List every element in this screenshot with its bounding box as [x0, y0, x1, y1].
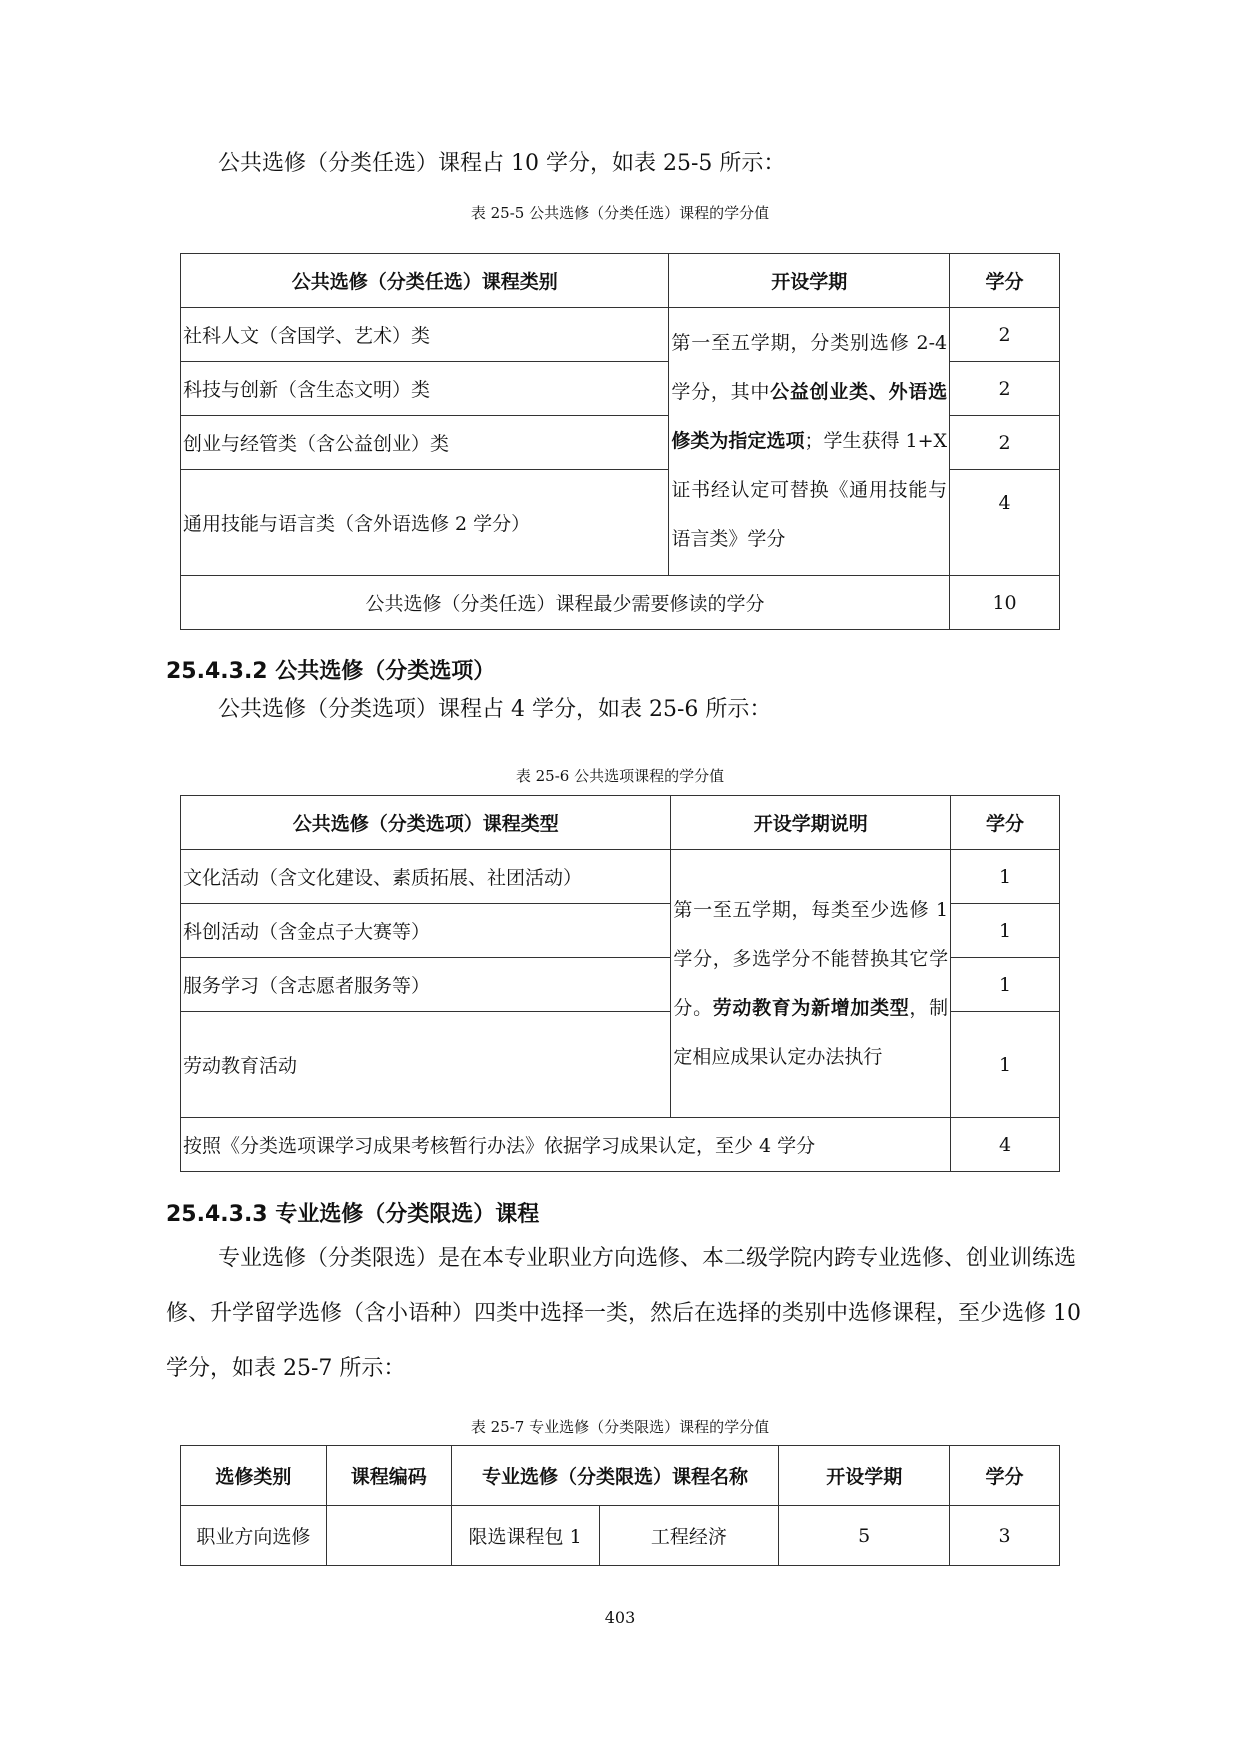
table-cell-semester-description: [669, 308, 950, 576]
intro-paragraph-1: 公共选修（分类任选）课程占 10 学分，如表 25-5 所示：: [218, 151, 786, 176]
table-cell-category: 社科人文（含国学、艺术）类: [181, 308, 669, 362]
table-25-6: [180, 795, 1060, 1172]
table-cell-code: [326, 1506, 451, 1566]
table-header: 公共选修（分类选项）课程类型: [181, 796, 671, 850]
table-cell-category: 创业与经管类（含公益创业）类: [181, 416, 669, 470]
table-header: 学分: [951, 796, 1060, 850]
table-cell-type: 职业方向选修: [181, 1506, 327, 1566]
table-header: 学分: [950, 1446, 1060, 1506]
section-heading: 25.4.3.2 公共选修（分类选项）: [166, 659, 496, 684]
table-cell-package: 限选课程包 1: [451, 1506, 599, 1566]
table-cell-credits: 1: [951, 958, 1060, 1012]
table-cell-total-credits: 10: [950, 576, 1060, 630]
table-header: 开设学期: [669, 254, 950, 308]
table-header: 选修类别: [181, 1446, 327, 1506]
desc-text: 第一至五学期，每类至少选修 1 学分，多选学分不能替换其它学分。: [673, 898, 949, 1019]
table-cell-category: 科技与创新（含生态文明）类: [181, 362, 669, 416]
desc-text: ；学生获得 1+X 证书经认定可替换《通用技能与语言类》学分: [671, 430, 948, 550]
table-cell-semester: 5: [779, 1506, 950, 1566]
desc-bold-text: 公益创业类、外语选修类为指定选项: [671, 381, 948, 452]
desc-text: 第一至五学期，分类别选修 2-4 学分，其中: [671, 332, 948, 403]
table-cell-total-label: 公共选修（分类任选）课程最少需要修读的学分: [181, 576, 950, 630]
table-header: 开设学期: [779, 1446, 950, 1506]
desc-text: ，制定相应成果认定办法执行: [673, 996, 949, 1068]
intro-paragraph-2: 公共选修（分类选项）课程占 4 学分，如表 25-6 所示：: [218, 697, 772, 722]
table-cell-course-name: 工程经济: [599, 1506, 779, 1566]
desc-bold-text: 劳动教育为新增加类型: [712, 996, 910, 1019]
table-header: 开设学期说明: [671, 796, 951, 850]
table-cell-credits: 1: [951, 850, 1060, 904]
table-25-7: [180, 1445, 1060, 1566]
table-cell-credits: 1: [951, 904, 1060, 958]
table-cell-credits: 3: [950, 1506, 1060, 1566]
table-cell-credits: 2: [950, 416, 1060, 470]
table-header: 公共选修（分类任选）课程类别: [181, 254, 669, 308]
table-header: 专业选修（分类限选）课程名称: [451, 1446, 779, 1506]
table-cell-category: 服务学习（含志愿者服务等）: [181, 958, 671, 1012]
table-cell-category: 通用技能与语言类（含外语选修 2 学分）: [181, 470, 669, 576]
table-cell-credits: 1: [951, 1012, 1060, 1118]
table-cell-category: 文化活动（含文化建设、素质拓展、社团活动）: [181, 850, 671, 904]
table-header: 学分: [950, 254, 1060, 308]
page-number: 403: [604, 1608, 636, 1627]
table-cell-total-label: 按照《分类选项课学习成果考核暂行办法》依据学习成果认定，至少 4 学分: [181, 1118, 951, 1172]
intro-paragraph-3: 专业选修（分类限选）是在本专业职业方向选修、本二级学院内跨专业选修、创业训练选修、升学留学选修（含小语种）四类中选择一类，然后在选择的类别中选修课程，至少选修 10 学分，如表 25-7 所示：: [166, 1246, 1081, 1381]
table-cell-category: 劳动教育活动: [181, 1012, 671, 1118]
table-cell-credits: 4: [950, 470, 1060, 576]
table-cell-credits: 2: [950, 308, 1060, 362]
table-cell-category: 科创活动（含金点子大赛等）: [181, 904, 671, 958]
table-25-5: [180, 253, 1060, 630]
table-cell-semester-description: [671, 850, 951, 1118]
table-25-7-caption: 表 25-7 专业选修（分类限选）课程的学分值: [470, 1418, 770, 1436]
table-25-6-caption: 表 25-6 公共选项课程的学分值: [515, 767, 725, 785]
table-cell-credits: 2: [950, 362, 1060, 416]
section-heading: 25.4.3.3 专业选修（分类限选）课程: [166, 1202, 540, 1227]
table-25-5-caption: 表 25-5 公共选修（分类任选）课程的学分值: [470, 204, 770, 222]
table-header: 课程编码: [326, 1446, 451, 1506]
table-cell-total-credits: 4: [951, 1118, 1060, 1172]
